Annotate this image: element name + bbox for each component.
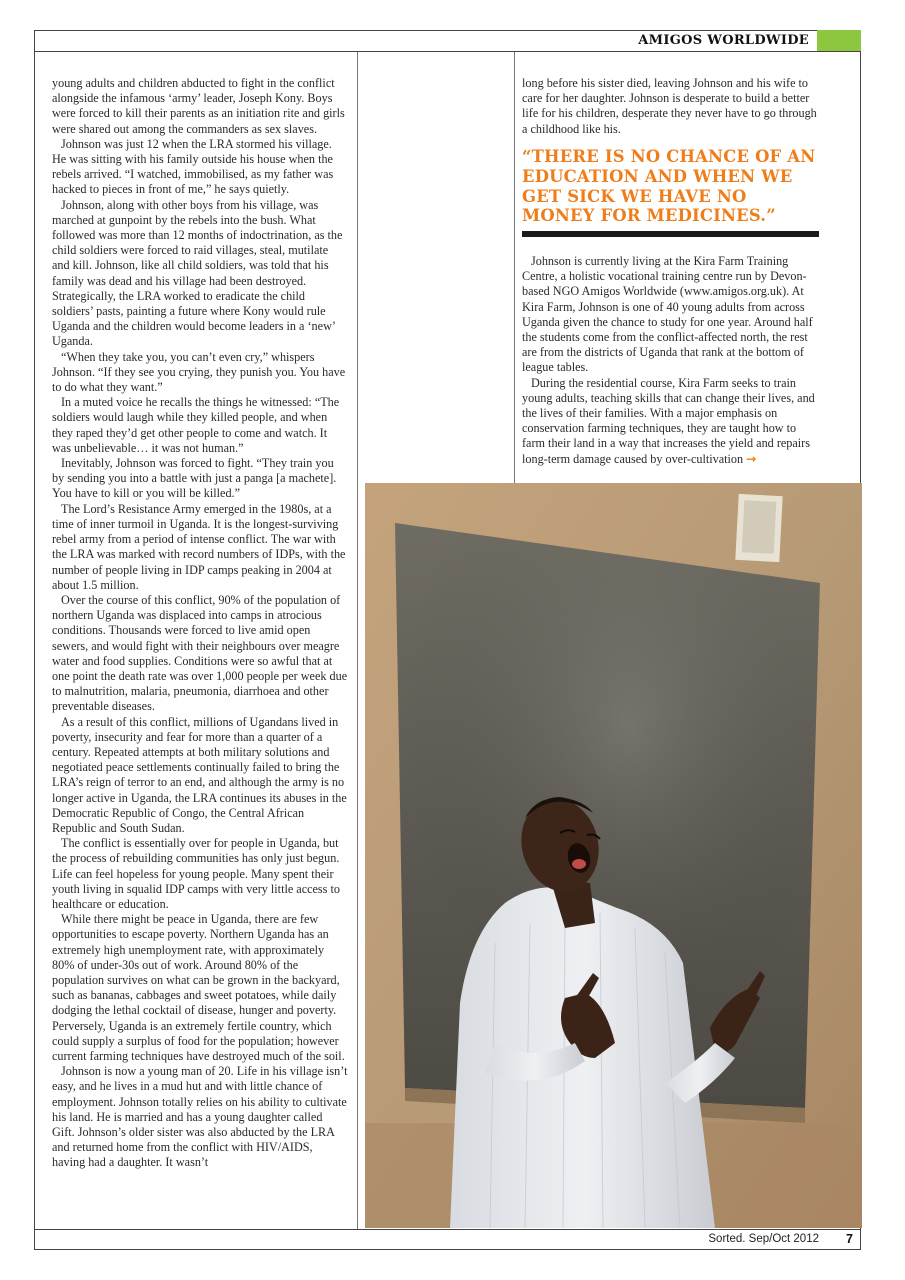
pull-quote: “THERE IS NO CHANCE OF AN EDUCATION AND WHEN WE GET SICK WE HAVE NO MONEY FOR MEDICINES.” xyxy=(522,147,816,226)
paragraph: long before his sister died, leaving Johnson and his wife to care for her daughter. Johnson is desperate to build a better life for his children, desperate they never have to go through a childhood like his. xyxy=(522,76,817,136)
paragraph: Over the course of this conflict, 90% of the population of northern Uganda was displaced into camps in atrocious conditions. Thousands were forced to live amid open sewers, and would fight with their neighbours over meagre water and food supplies. Conditions were so awful that at one point the death rate was over 1,000 people per week due to malnutrition, malaria, pneumonia, diarrhoea and other preventable diseases. xyxy=(52,592,348,714)
continue-arrow-icon: → xyxy=(746,451,757,466)
paragraph: Johnson was just 12 when the LRA stormed his village. He was sitting with his family outside his house when the rebels arrived. “I watched, immobilised, as my father was hacked to pieces in front of me,” he says quietly. xyxy=(52,136,334,197)
paragraph: As a result of this conflict, millions of Ugandans lived in poverty, insecurity and fear for more than a quarter of a century. Repeated attempts at both military solutions and negotiated peace settlements continually failed to bring the LRA’s reign of terror to an end, and although the army is no longer active in Uganda, the LRA continues its abuses in the Democratic Republic of Congo, the Central African Republic and South Sudan. xyxy=(52,714,347,835)
page-header xyxy=(34,30,861,52)
column-divider-right xyxy=(514,52,515,483)
paragraph xyxy=(522,376,820,467)
article-column-left xyxy=(52,76,348,1171)
header-accent-block xyxy=(817,30,861,51)
paragraph: young adults and children abducted to fight in the conflict alongside the infamous ‘army’ leader, Joseph Kony. Boys were forced to kill their parents as an initiation rite and girls were shared out among the commanders as sex slaves. xyxy=(52,76,345,136)
article-column-right-bottom xyxy=(522,254,820,467)
section-title: AMIGOS WORLDWIDE xyxy=(638,33,809,48)
paragraph: Johnson, along with other boys from his village, was marched at gunpoint by the rebels into the bush. What followed was more than 12 months of indoctrination, as the child soldiers were forced to raid villages, steal, mutilate and kill. Johnson, like all child soldiers, was told that his family was dead and his village had been destroyed. Strategically, the LRA worked to eradicate the child soldiers’ pasts, painting a future where Kony would rule Uganda and the children would become leaders in a ‘new’ Uganda. xyxy=(52,197,343,349)
page-footer xyxy=(34,1229,861,1250)
paragraph: While there might be peace in Uganda, there are few opportunities to escape poverty. Northern Uganda has an extremely high unemployment rate, with approximately 80% of under-30s out of work. Around 80% of the population survives on what can be grown in the backyard, such as bananas, cabbages and sweet potatoes, while daily dodging the lethal cocktail of disease, hunger and poverty. Perversely, Uganda is an extremely fertile country, which could supply a surplus of food for the population; however current farming techniques have destroyed much of the soil. xyxy=(52,912,345,1063)
paragraph: “When they take you, you can’t even cry,” whispers Johnson. “If they see you crying, they punish you. You have to do what they want.” xyxy=(52,349,346,395)
paragraph: The Lord’s Resistance Army emerged in the 1980s, at a time of inner turmoil in Uganda. It is the longest-surviving rebel army from a period of intense conflict. The war with the LRA was marked with record numbers of IDPs, with the number of people living in IDP camps peaking in 2004 at about 1.5 million. xyxy=(52,501,346,592)
paragraph: In a muted voice he recalls the things he witnessed: “The soldiers would laugh while they killed people, and when they raped they’d get other people to come and watch. It was unbelievable… it was not human.” xyxy=(52,395,340,455)
paragraph: Johnson is currently living at the Kira Farm Training Centre, a holistic vocational training centre run by Devon-based NGO Amigos Worldwide (www.amigos.org.uk). At Kira Farm, Johnson is one of 40 young adults from across Uganda given the chance to study for one year. Around half the students come from the conflict-affected north, the rest are from the districts of Uganda that rank at the bottom of league tables. xyxy=(522,254,813,375)
paragraph: Inevitably, Johnson was forced to fight. “They train you by sending you into a battle with just a panga [a machete]. You have to kill or you will be killed.” xyxy=(52,456,337,501)
page-number: 7 xyxy=(846,1232,853,1246)
column-divider-left xyxy=(357,52,358,1229)
paragraph-text: During the residential course, Kira Farm seeks to train young adults, teaching skills that can change their lives, and the lives of their families. With a major emphasis on conservation farming techniques, they are taught how to farm their land in a way that increases the yield and repairs long-term damage caused by over-cultivation xyxy=(522,375,815,466)
paragraph: The conflict is essentially over for people in Uganda, but the process of rebuilding communities has only just begun. Life can feel hopeless for young people. Many spent their youth living in squalid IDP camps with very little access to healthcare or education. xyxy=(52,836,340,911)
article-photo xyxy=(365,483,862,1228)
issue-label: Sorted. Sep/Oct 2012 xyxy=(708,1233,819,1245)
pull-quote-rule xyxy=(522,231,819,237)
paragraph: Johnson is now a young man of 20. Life in his village isn’t easy, and he lives in a mud hut and with little chance of employment. Johnson totally relies on his ability to cultivate his land. He is married and has a young daughter called Gift. Johnson’s older sister was also abducted by the LRA and returned home from the conflict with HIV/AIDS, having had a daughter. It wasn’t xyxy=(52,1064,348,1170)
article-column-right-top xyxy=(522,76,820,137)
